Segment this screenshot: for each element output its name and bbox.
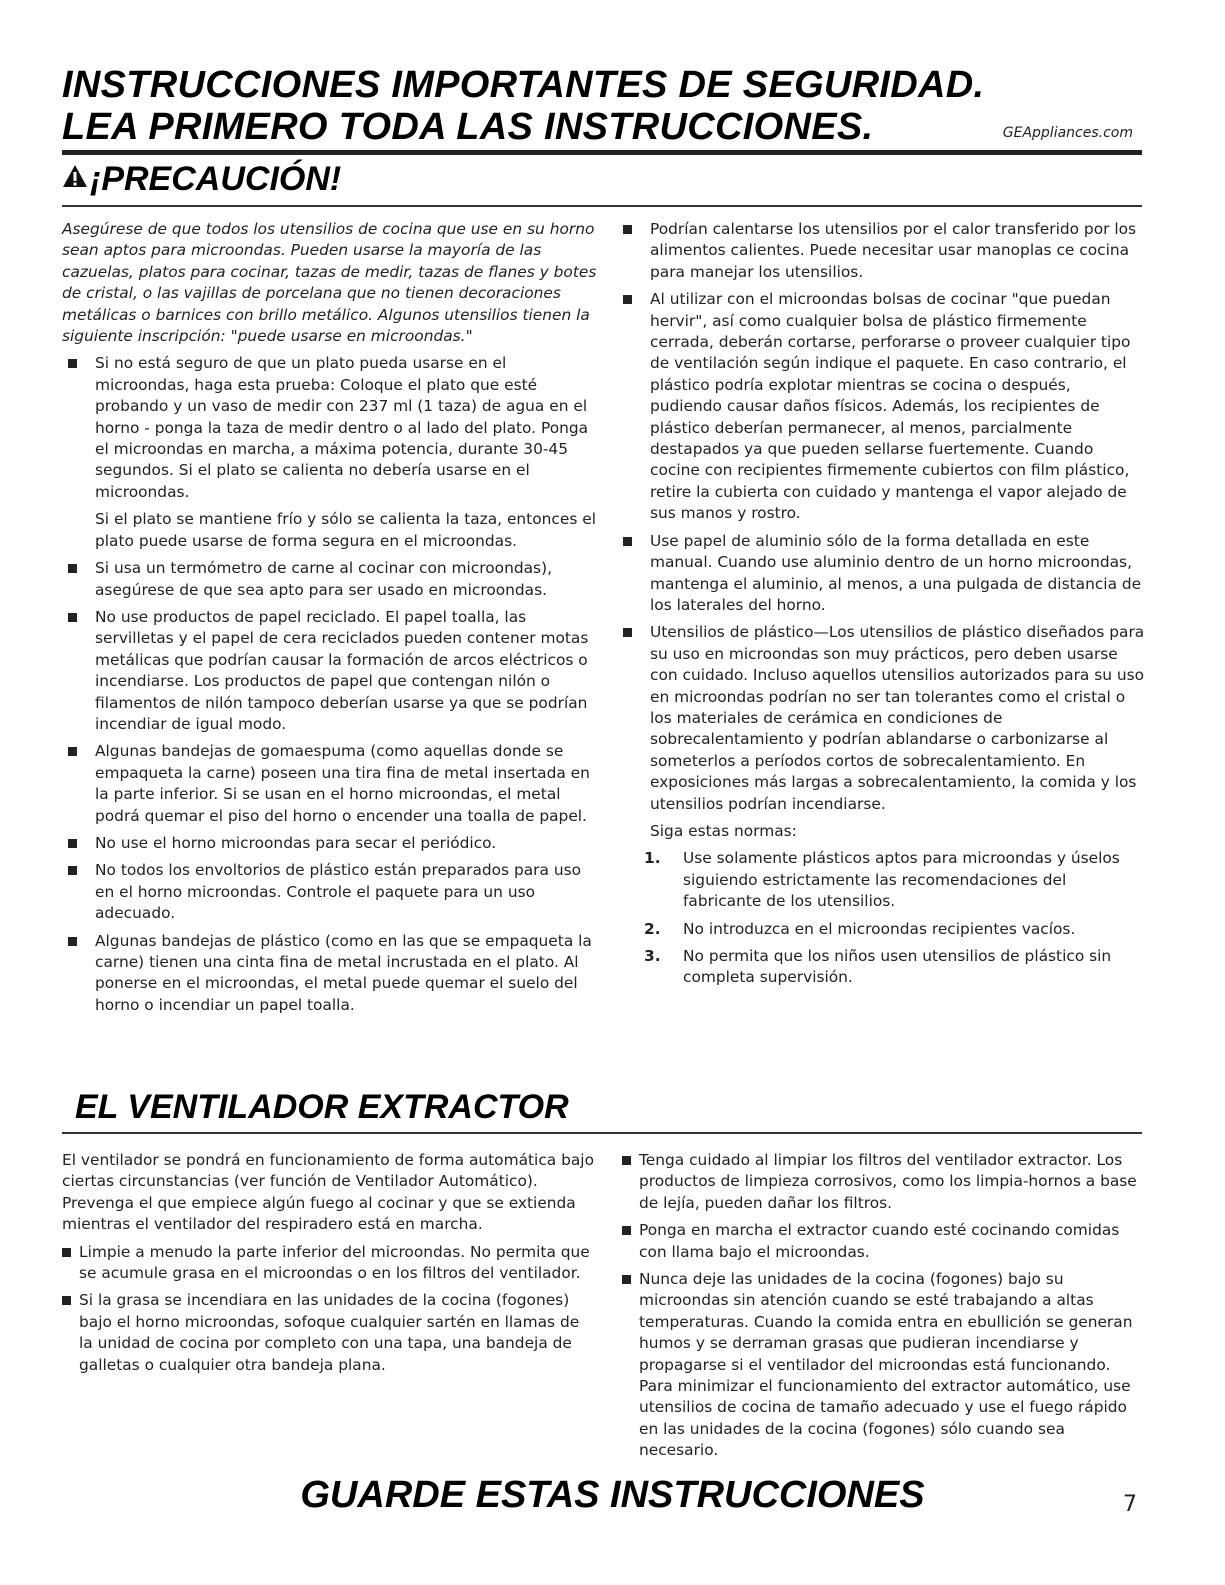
list-item: Podrían calentarse los utensilios por el calor transferido por los alimentos calientes. Puede necesitar usar manoplas ce cocina para manejar los utensilios. [617, 219, 1147, 283]
page-title-line-1: INSTRUCCIONES IMPORTANTES DE SEGURIDAD. [62, 64, 985, 106]
fan-left-column [62, 1150, 597, 1382]
list-item: Tenga cuidado al limpiar los filtros del ventilador extractor. Los productos de limpieza corrosivos, como los limpia-hornos a base de lejía, pueden dañar los filtros. [622, 1150, 1147, 1214]
website-link[interactable]: GEAppliances.com [1002, 125, 1133, 141]
left-column [62, 219, 602, 1022]
list-item: Algunas bandejas de gomaespuma (como aquellas donde se empaqueta la carne) poseen una tira fina de metal insertada en la parte inferior. Si se usan en el horno microondas, el metal podrá quemar el piso del horno o encender una toalla de papel. [62, 741, 602, 827]
list-item: Si la grasa se incendiara en las unidades de la cocina (fogones) bajo el horno microondas, sofoque cualquier sartén en llamas de la unidad de cocina por completo con una tapa, una bandeja de galletas o cualquier otra bandeja plana. [62, 1290, 597, 1376]
numbered-item [617, 848, 1147, 912]
item-text: Use solamente plásticos aptos para microondas y úselos siguiendo estrictamente las recomendaciones del fabricante de los utensilios. [683, 849, 1120, 911]
item-number: 2. [644, 919, 661, 938]
warning-triangle-icon [62, 164, 88, 188]
numbered-item [617, 919, 1147, 940]
list-item: Utensilios de plástico—Los utensilios de plástico diseñados para su uso en microondas son muy prácticos, pero deben usarse con cuidado. Incluso aquellos utensilios autorizados para su uso en microondas podrían no ser tan tolerantes como el cristal o los materiales de cerámica en condiciones de sobrecalentamiento y podrían ablandarse o carbonizarse al someterlos a períodos cortos de sobrecalentamiento. En exposiciones más largas a sobrecalentamiento, la comida y los utensilios podrían incendiarse. [617, 622, 1147, 815]
list-item: Al utilizar con el microondas bolsas de cocinar "que puedan hervir", así como cualquier bolsa de plástico firmemente cerrada, deberán cortarse, perforarse o proveer cualquier tipo de ventilación según indique el paquete. En caso contrario, el plástico podría explotar mientras se cocina o después, pudiendo causar daños físicos. Además, los recipientes de plástico deberían permanecer, al menos, parcialmente destapados ya que pueden sellarse fuertemente. Cuando cocine con recipientes firmemente cubiertos con film plástico, retire la cubierta con cuidado y mantenga el vapor alejado de sus manos y rostro. [617, 289, 1147, 524]
item-text: No introduzca en el microondas recipientes vacíos. [683, 919, 1076, 938]
list-item: No use el horno microondas para secar el periódico. [62, 833, 602, 854]
footer-title: GUARDE ESTAS INSTRUCCIONES [300, 1474, 925, 1516]
intro-paragraph: Asegúrese de que todos los utensilios de cocina que use en su horno sean aptos para microondas. Pueden usarse la mayoría de las cazuelas, platos para cocinar, tazas de medir, tazas de flanes y botes de cristal, o las vajillas de porcelana que no tienen decoraciones metálicas o barnices con brillo metálico. Algunos utensilios tienen la siguiente inscripción: "puede usarse en microondas." [62, 220, 597, 346]
list-item: Nunca deje las unidades de la cocina (fogones) bajo su microondas sin atención cuando se esté trabajando a altas temperaturas. Cuando la comida entra en ebullición se generan humos y se derraman grasas que pudieran incendiarse y propagarse si el ventilador del microondas está funcionando. Para minimizar el funcionamiento del extractor automático, use utensilios de cocina de tamaño adecuado y use el fuego rápido en las unidades de la cocina (fogones) sólo cuando sea necesario. [622, 1269, 1147, 1462]
caution-rule [62, 205, 1142, 207]
caution-heading: ¡PRECAUCIÓN! [90, 160, 342, 198]
fan-intro: El ventilador se pondrá en funcionamiento de forma automática bajo ciertas circunstancias (ver función de Ventilador Automático). Prevenga el que empiece algún fuego al cocinar y que se extienda mientras el ventilador del respiradero está en marcha. [62, 1151, 594, 1234]
numbered-item [617, 946, 1147, 989]
list-item: Use papel de aluminio sólo de la forma detallada en este manual. Cuando use aluminio dentro de un horno microondas, mantenga el aluminio, al menos, a una pulgada de distancia de los laterales del horno. [617, 531, 1147, 617]
item-number: 1. [644, 849, 661, 868]
item-number: 3. [644, 947, 661, 965]
header-rule [62, 150, 1142, 155]
rules-intro: Siga estas normas: [650, 821, 797, 840]
list-item: Si no está seguro de que un plato pueda usarse en el microondas, haga esta prueba: Coloque el plato que esté probando y un vaso de medir con 237 ml (1 taza) de agua en el horno - ponga la taza de medir dentro o al lado del plato. Ponga el microondas en marcha, a máxima potencia, durante 30-45 segundos. Si el plato se calienta no debería usarse en el microondas. [62, 353, 602, 503]
right-column [617, 219, 1147, 995]
sub-paragraph: Si el plato se mantiene frío y sólo se calienta la taza, entonces el plato puede usarse de forma segura en el microondas. [95, 510, 596, 550]
fan-right-column [622, 1150, 1147, 1468]
list-item: Limpie a menudo la parte inferior del microondas. No permita que se acumule grasa en el microondas o en los filtros del ventilador. [62, 1242, 597, 1285]
item-text: No permita que los niños usen utensilios de plástico sin completa supervisión. [683, 947, 1112, 987]
section-rule [62, 1132, 1142, 1134]
page-title-line-2: LEA PRIMERO TODA LAS INSTRUCCIONES. [62, 106, 874, 148]
list-item: Si usa un termómetro de carne al cocinar con microondas), asegúrese de que sea apto para ser usado en microondas. [62, 558, 602, 601]
section-heading-fan: EL VENTILADOR EXTRACTOR [75, 1088, 569, 1126]
list-item: No todos los envoltorios de plástico están preparados para uso en el horno microondas. Controle el paquete para un uso adecuado. [62, 860, 602, 924]
list-item: Algunas bandejas de plástico (como en las que se empaqueta la carne) tienen una cinta fina de metal incrustada en el plato. Al ponerse en el microondas, el metal puede quemar el suelo del horno o incendiar un papel toalla. [62, 931, 602, 1017]
list-item: Ponga en marcha el extractor cuando esté cocinando comidas con llama bajo el microondas. [622, 1220, 1147, 1263]
page-number: 7 [1123, 1492, 1137, 1517]
list-item: No use productos de papel reciclado. El papel toalla, las servilletas y el papel de cera reciclados pueden contener motas metálicas que podrían causar la formación de arcos eléctricos o incendiarse. Los productos de papel que contengan nilón o filamentos de nilón tampoco deberían usarse ya que se podrían incendiar de igual modo. [62, 607, 602, 735]
